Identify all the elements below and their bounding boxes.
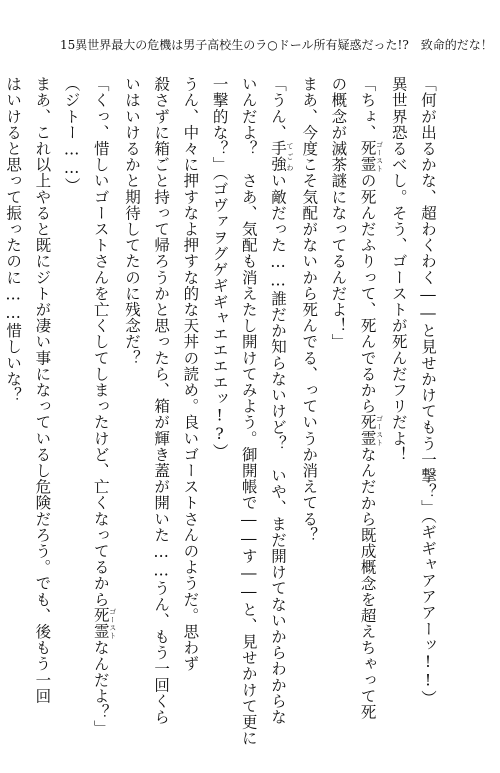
text-line (27, 76, 56, 704)
text-line (352, 76, 384, 721)
text-segment: 「ちょ、 (358, 76, 377, 141)
text-line (56, 76, 85, 666)
text-segment: い敵だった……誰だか知らないけど？ いや、まだ開けてないからわからな (268, 172, 287, 726)
ruby-word (358, 414, 384, 447)
ruby-reading: ゴースト (375, 140, 384, 173)
text-line (294, 76, 323, 666)
ruby-reading: ゴースト (375, 414, 384, 447)
text-line (263, 76, 294, 726)
text-segment: なんだから既成概念を超えちゃって死 (358, 446, 377, 721)
ruby-word (268, 140, 294, 173)
text-segment: まあ、今度こそ気配がないから死んでる、っていうか消えてる？ (300, 76, 319, 543)
text-line (146, 76, 175, 725)
page-number: 15 (60, 38, 76, 52)
body-text (4, 76, 442, 747)
text-segment: 「何が出るかな、超わくわく――と見せかけてもう一撃？」（ギギャアアアーッ!!） (419, 76, 437, 707)
text-line (413, 76, 442, 707)
ruby-base: 死霊 (91, 607, 110, 640)
text-line (175, 76, 204, 672)
text-segment: 「うん、 (268, 76, 287, 141)
text-segment: 異世界恐るべし。そう、ゴーストが死んだフリだよ！ (389, 76, 408, 463)
text-segment: いはいけるかと期待してたのに残念だ？ (122, 76, 141, 366)
text-line (323, 76, 352, 666)
text-segment: （ジトー……） (62, 76, 81, 194)
text-segment: なんだよ？」 (91, 639, 110, 737)
text-segment: 「くっ、惜しいゴーストさんを亡くしてしまったけど、亡くなってるから (91, 76, 110, 608)
text-segment: いんだよ？ さあ、気配も消えたし開けてみよう。御開帳で――す――と、見せかけて更に (239, 76, 258, 747)
running-title: 異世界最大の危機は男子高校生のラ○ドール所有疑惑だった!? 致命的だな！ (75, 38, 493, 52)
text-segment: うん、中々に押すなよ押すな的な天丼の読め。良いゴーストさんのようだ。思わず (181, 76, 200, 672)
ruby-reading: てごわ (285, 140, 294, 173)
text-line (384, 76, 413, 666)
text-segment: まあ、これ以上やると既にジトが凄い事になっているし危険だろう。でも、後もう一回 (33, 76, 52, 704)
text-segment: はいけると思って振ったのに……惜しいな？ (4, 76, 23, 403)
text-line (234, 76, 263, 747)
text-line (117, 76, 146, 666)
ruby-reading: ゴースト (108, 607, 117, 640)
text-segment: 殺さずに箱ごと持って帰ろうかと思ったら、箱が輝き蓋が開いた……うん、もう一回くら (152, 76, 171, 725)
text-line (204, 76, 233, 666)
running-header (60, 36, 493, 56)
ruby-word (91, 607, 117, 640)
ruby-word (358, 140, 384, 173)
text-line (86, 76, 117, 737)
text-segment: 一撃的な？」（ゴヴァヲグゲギギャエエエエッ!?） (210, 76, 229, 460)
ruby-base: 手強 (268, 140, 287, 173)
ruby-base: 死霊 (358, 140, 377, 173)
text-segment: の概念が滅茶謎になってるんだよ！」 (329, 76, 348, 350)
ruby-base: 死霊 (358, 414, 377, 447)
text-segment: の死んだふりって、死んでるから (358, 172, 377, 415)
text-line (0, 76, 27, 666)
